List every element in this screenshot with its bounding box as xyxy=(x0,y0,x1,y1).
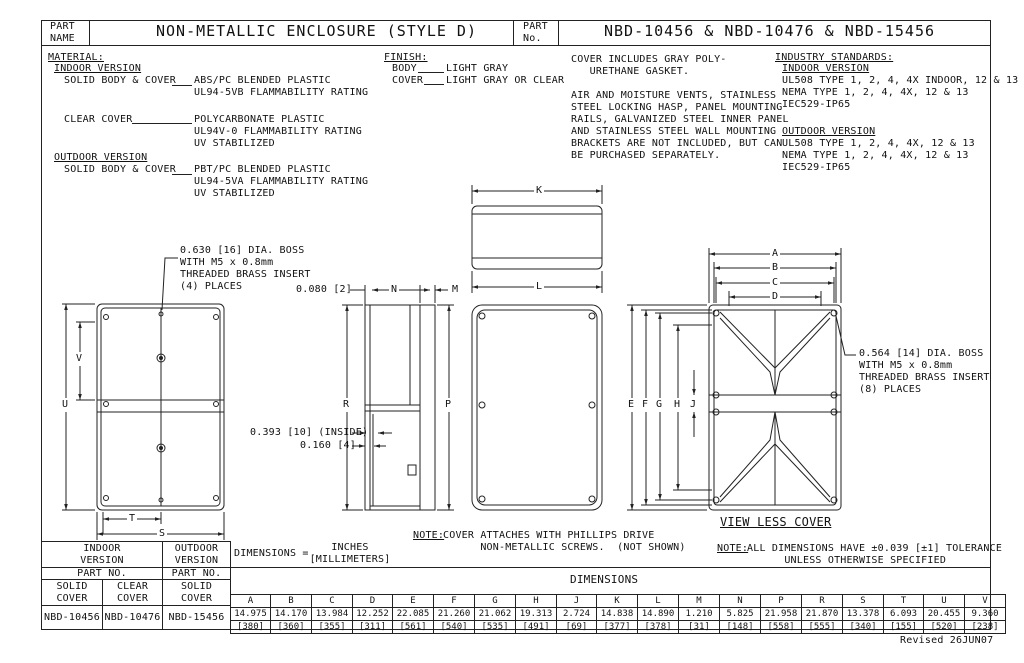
finish-body-value: LIGHT GRAY xyxy=(446,63,509,74)
dim-inches-t: 6.093 xyxy=(884,608,924,621)
outdoor-version-label: OUTDOOR VERSION xyxy=(174,543,219,566)
dim-letter-n: N xyxy=(720,595,761,608)
back-view xyxy=(627,248,856,510)
dim-inches-f: 21.260 xyxy=(434,608,475,621)
dim-inches-k: 14.838 xyxy=(597,608,638,621)
part-name-label: PART NAME xyxy=(50,21,75,44)
dim-mm-h: [491] xyxy=(516,621,557,634)
dim-label-d: D xyxy=(772,291,779,302)
dim-inches-d: 12.252 xyxy=(353,608,393,621)
dim-label-k: K xyxy=(536,185,543,196)
dim-mm-a: [380] xyxy=(231,621,271,634)
dim-inches-c: 13.984 xyxy=(312,608,353,621)
solid-cover-label: SOLID COVER xyxy=(56,581,88,604)
front-boss-callout: 0.630 [16] DIA. BOSS WITH M5 x 0.8mm THREADED BRASS INSERT (4) PLACES xyxy=(180,245,311,292)
material-clear-cover-value: POLYCARBONATE PLASTIC UL94V-0 FLAMMABILITY RATING UV STABILIZED xyxy=(194,114,362,149)
dim-mm-n: [148] xyxy=(720,621,761,634)
clear-cover-label: CLEAR COVER xyxy=(116,581,149,604)
dim-letter-u: U xyxy=(924,595,965,608)
standards-indoor-text: UL508 TYPE 1, 2, 4, 4X INDOOR, 12 & 13 NEMA TYPE 1, 2, 4, 4X, 12 & 13 IEC529-IP65 xyxy=(782,75,1019,110)
note-cover-text: COVER ATTACHES WITH PHILLIPS DRIVE NON-METALLIC SCREWS. (NOT SHOWN) xyxy=(443,530,686,553)
dim-letter-p: P xyxy=(761,595,802,608)
dim-label-m: M xyxy=(452,284,459,295)
front-view xyxy=(62,258,224,540)
revised-date: Revised 26JUN07 xyxy=(900,635,994,646)
indoor-version-label: INDOOR VERSION xyxy=(80,543,124,566)
note-tolerance-text: ALL DIMENSIONS HAVE ±0.039 [±1] TOLERANCE UNLESS OTHERWISE SPECIFIED xyxy=(747,543,1003,566)
material-indoor-body-label: SOLID BODY & COVER xyxy=(64,75,176,86)
dimensions-key-value: INCHES [MILLIMETERS] xyxy=(309,542,391,565)
dim-label-h: H xyxy=(674,399,681,410)
dim-label-u: U xyxy=(62,399,69,410)
dim-inches-j: 2.724 xyxy=(557,608,597,621)
material-indoor-body-value: ABS/PC BLENDED PLASTIC UL94-5VB FLAMMABILITY RATING xyxy=(194,75,369,98)
dim-letter-h: H xyxy=(516,595,557,608)
lip-callout: 0.160 [4] xyxy=(300,440,356,451)
dim-label-e: E xyxy=(628,399,635,410)
dim-label-c: C xyxy=(772,277,779,288)
dim-inches-h: 19.313 xyxy=(516,608,557,621)
back-boss-callout: 0.564 [14] DIA. BOSS WITH M5 x 0.8mm THREADED BRASS INSERT (8) PLACES xyxy=(859,348,990,395)
dim-mm-e: [561] xyxy=(393,621,434,634)
dim-letter-j: J xyxy=(557,595,597,608)
dim-letter-s: S xyxy=(843,595,884,608)
standards-indoor-heading: INDOOR VERSION xyxy=(782,63,870,74)
dim-inches-a: 14.975 xyxy=(231,608,271,621)
dim-mm-t: [155] xyxy=(884,621,924,634)
dim-letter-m: M xyxy=(679,595,720,608)
dim-label-b: B xyxy=(772,262,779,273)
dimension-letter-row xyxy=(231,595,1006,608)
standards-outdoor-heading: OUTDOOR VERSION xyxy=(782,126,876,137)
dim-inches-b: 14.170 xyxy=(271,608,312,621)
dim-mm-d: [311] xyxy=(353,621,393,634)
dim-label-n: N xyxy=(391,284,398,295)
material-clear-cover-label: CLEAR COVER xyxy=(64,114,133,125)
dim-inches-v: 9.360 xyxy=(965,608,1006,621)
dim-inches-p: 21.958 xyxy=(761,608,802,621)
dim-label-s: S xyxy=(159,528,166,539)
dimensions-title: DIMENSIONS xyxy=(570,573,639,586)
dim-inches-s: 13.378 xyxy=(843,608,884,621)
dim-mm-r: [555] xyxy=(802,621,843,634)
view-less-cover-label: VIEW LESS COVER xyxy=(720,515,832,529)
dim-letter-k: K xyxy=(597,595,638,608)
dim-label-g: G xyxy=(656,399,663,410)
dim-mm-b: [360] xyxy=(271,621,312,634)
notes-top: COVER INCLUDES GRAY POLY- URETHANE GASKET. AIR AND MOISTURE VENTS, STAINLESS STEEL LOCKING HASP, PANEL MOUNTING RAILS, GALVANIZED STEEL INNER PANEL AND STAINLESS STEEL WALL MOUNTING BRACKETS ARE NOT INCLUDED, BUT CAN BE PURCHASED SEPARATELY. xyxy=(571,54,789,161)
standards-outdoor-text: UL508 TYPE 1, 2, 4, 4X, 12 & 13 NEMA TYPE 1, 2, 4, 4X, 12 & 13 IEC529-IP65 xyxy=(782,138,975,173)
dim-mm-g: [535] xyxy=(475,621,516,634)
dim-label-p: P xyxy=(445,399,452,410)
dim-inches-m: 1.210 xyxy=(679,608,720,621)
dimension-mm-row xyxy=(231,621,1006,634)
part-number-nbd-10456: NBD-10456 xyxy=(44,612,100,623)
dim-letter-e: E xyxy=(393,595,434,608)
dim-mm-s: [340] xyxy=(843,621,884,634)
finish-cover-value: LIGHT GRAY OR CLEAR xyxy=(446,75,565,86)
dim-inches-n: 5.825 xyxy=(720,608,761,621)
dim-label-r: R xyxy=(343,399,350,410)
dimensions-table xyxy=(230,594,1006,634)
dim-mm-u: [520] xyxy=(924,621,965,634)
part-no-label-1: PART NO. xyxy=(77,568,127,579)
dim-label-v: V xyxy=(76,353,83,364)
dim-inches-g: 21.062 xyxy=(475,608,516,621)
dim-mm-f: [540] xyxy=(434,621,475,634)
part-no-label: PART No. xyxy=(523,21,548,44)
dim-mm-j: [69] xyxy=(557,621,597,634)
wall-thickness-callout: 0.080 [2] xyxy=(296,284,352,295)
dimension-inch-row xyxy=(231,608,1006,621)
material-heading: MATERIAL: xyxy=(48,52,104,63)
dim-mm-l: [378] xyxy=(638,621,679,634)
dim-mm-m: [31] xyxy=(679,621,720,634)
dim-inches-u: 20.455 xyxy=(924,608,965,621)
dim-label-t: T xyxy=(129,513,136,524)
finish-cover-label: COVER xyxy=(392,75,424,86)
dim-label-l: L xyxy=(536,281,543,292)
dim-inches-r: 21.870 xyxy=(802,608,843,621)
part-no-label-2: PART NO. xyxy=(171,568,222,579)
side-view xyxy=(342,285,454,510)
dim-inches-l: 14.890 xyxy=(638,608,679,621)
dim-letter-r: R xyxy=(802,595,843,608)
finish-body-label: BODY xyxy=(392,63,417,74)
dim-letter-b: B xyxy=(271,595,312,608)
dim-mm-k: [377] xyxy=(597,621,638,634)
dimensions-key-label: DIMENSIONS = xyxy=(234,548,309,559)
dim-letter-a: A xyxy=(231,595,271,608)
material-outdoor-body-value: PBT/PC BLENDED PLASTIC UL94-5VA FLAMMABILITY RATING UV STABILIZED xyxy=(194,164,369,199)
note-cover-label: NOTE: xyxy=(413,530,445,541)
dim-label-j: J xyxy=(690,399,697,410)
part-number-nbd-15456: NBD-15456 xyxy=(168,612,225,623)
standards-heading: INDUSTRY STANDARDS: xyxy=(775,52,894,63)
part-name: NON-METALLIC ENCLOSURE (STYLE D) xyxy=(156,22,477,40)
dim-mm-v: [238] xyxy=(965,621,1006,634)
dim-letter-g: G xyxy=(475,595,516,608)
solid-cover-label-2: SOLID COVER xyxy=(180,581,213,604)
dim-letter-d: D xyxy=(353,595,393,608)
material-indoor-heading: INDOOR VERSION xyxy=(54,63,142,74)
dim-letter-t: T xyxy=(884,595,924,608)
dim-letter-c: C xyxy=(312,595,353,608)
dim-letter-f: F xyxy=(434,595,475,608)
dim-label-f: F xyxy=(642,399,649,410)
dim-inches-e: 22.085 xyxy=(393,608,434,621)
finish-heading: FINISH: xyxy=(384,52,428,63)
dim-label-a: A xyxy=(772,248,779,259)
dim-mm-c: [355] xyxy=(312,621,353,634)
cover-view xyxy=(472,305,602,510)
part-no: NBD-10456 & NBD-10476 & NBD-15456 xyxy=(604,22,936,40)
material-outdoor-body-label: SOLID BODY & COVER xyxy=(64,164,176,175)
inside-callout: 0.393 [10] (INSIDE) xyxy=(250,427,369,438)
dim-letter-v: V xyxy=(965,595,1006,608)
material-outdoor-heading: OUTDOOR VERSION xyxy=(54,152,148,163)
part-number-nbd-10476: NBD-10476 xyxy=(104,612,161,623)
dim-mm-p: [558] xyxy=(761,621,802,634)
note-tolerance-label: NOTE: xyxy=(717,543,749,554)
top-view xyxy=(472,185,602,293)
dim-letter-l: L xyxy=(638,595,679,608)
